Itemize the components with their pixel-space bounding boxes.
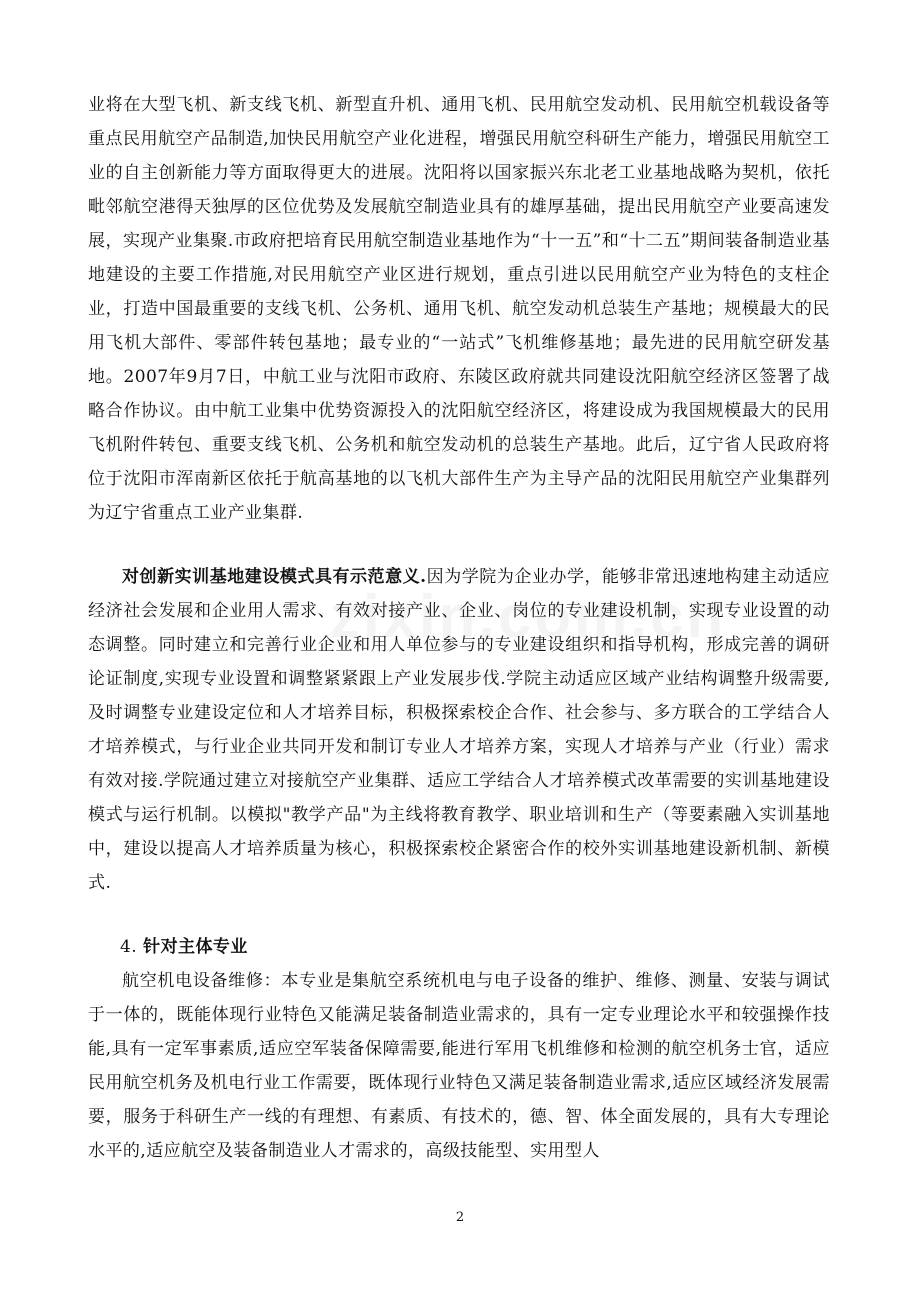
paragraph-lead-bold: 对创新实训基地建设模式具有示范意义. — [122, 567, 427, 587]
paragraph-aviation-industry: 业将在大型飞机、新支线飞机、新型直升机、通用飞机、民用航空发动机、民用航空机载设备等重点民用航空产品制造,加快民用航空产业化进程，增强民用航空科研生产能力，增强民用航空工业的自主创新能力等方面取得更大的进展。沈阳将以国家振兴东北老工业基地战略为契机，依托毗邻航空港得天独厚的区位优势及发展航空制造业具有的雄厚基础，提出民用航空产业要高速发展，实现产业集聚.市政府把培育民用航空制造业基地作为“十一五”和“十二五”期间装备制造业基地建设的主要工作措施,对民用航空产业区进行规划，重点引进以民用航空产业为特色的支柱企业，打造中国最重要的支线飞机、公务机、通用飞机、航空发动机总装生产基地；规模最大的民用飞机大部件、零部件转包基地；最专业的“一站式”飞机维修基地；最先进的民用航空研发基地。2007年9月7日，中航工业与沈阳市政府、东陵区政府就共同建设沈阳航空经济区签署了战略合作协议。由中航工业集中优势资源投入的沈阳航空经济区，将建设成为我国规模最大的民用飞机附件转包、重要支线飞机、公务机和航空发动机的总装生产基地。此后，辽宁省人民政府将位于沈阳市浑南新区依托于航高基地的以飞机大部件生产为主导产品的沈阳民用航空产业集群列为辽宁省重点工业产业集群. — [88, 95, 830, 523]
section-heading-number: 4. — [120, 937, 138, 957]
section-heading-text: 针对主体专业 — [143, 937, 248, 957]
section-heading — [120, 930, 248, 964]
paragraph-major-description: 航空机电设备维修：本专业是集航空系统机电与电子设备的维护、维修、测量、安装与调试于一体的，既能体现行业特色又能满足装备制造业需求的，具有一定专业理论水平和较强操作技能,具有一定军事素质,适应空军装备保障需要,能进行军用飞机维修和检测的航空机务士官，适应民用航空机务及机电行业工作需要，既体现行业特色又满足装备制造业需求,适应区域经济发展需要，服务于科研生产一线的有理想、有素质、有技术的，德、智、体全面发展的，具有大专理论水平的,适应航空及装备制造业人才需求的，高级技能型、实用型人 — [88, 971, 830, 1161]
page-number: 2 — [455, 1210, 465, 1225]
paragraph-body: 因为学院为企业办学，能够非常迅速地构建主动适应经济社会发展和企业用人需求、有效对接产业、企业、岗位的专业建设机制，实现专业设置的动态调整。同时建立和完善行业企业和用人单位参与的专业建设组织和指导机构，形成完善的调研论证制度,实现专业设置和调整紧紧跟上产业发展步伐.学院主动适应区域产业结构调整升级需要,及时调整专业建设定位和人才培养目标，积极探索校企合作、社会参与、多方联合的工学结合人才培养模式，与行业企业共同开发和制订专业人才培养方案，实现人才培养与产业（行业）需求有效对接.学院通过建立对接航空产业集群、适应工学结合人才培养模式改革需要的实训基地建设模式与运行机制。以模拟"教学产品"为主线将教育教学、职业培训和生产（等要素融入实训基地中，建设以提高人才培养质量为核心，积极探索校企紧密合作的校外实训基地建设新机制、新模式. — [88, 567, 830, 893]
paragraph-training-base-model — [88, 560, 830, 900]
